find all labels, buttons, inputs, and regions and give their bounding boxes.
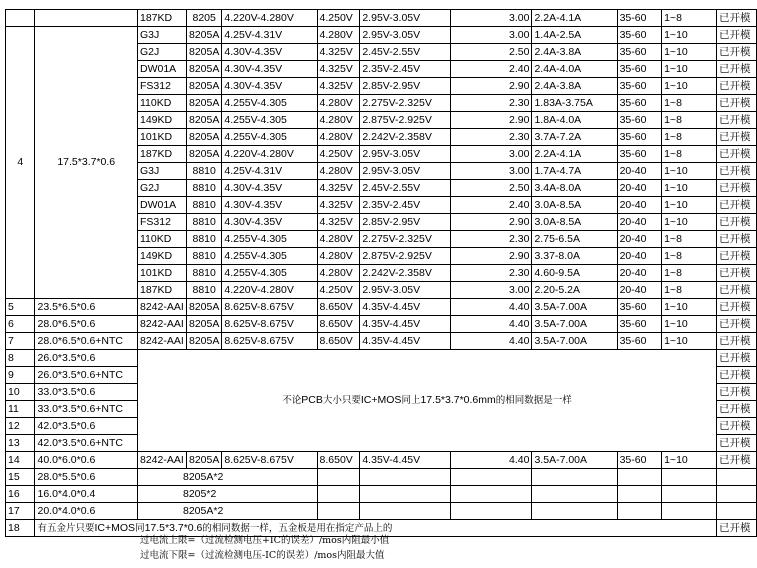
status-cell: 已开模 bbox=[717, 27, 757, 44]
row-index-cell: 13 bbox=[6, 435, 35, 452]
size-cell: 28.0*6.5*0.6+NTC bbox=[35, 333, 138, 350]
charge-voltage-cell: 4.250V bbox=[317, 146, 360, 163]
cells-cell: 1~10 bbox=[662, 214, 717, 231]
overcharge-voltage-cell: 4.30V-4.35V bbox=[222, 78, 317, 95]
discharge-voltage-cell: 2.90 bbox=[450, 248, 532, 265]
overdischarge-voltage-cell: 2.95V-3.05V bbox=[360, 163, 450, 180]
row-index-cell: 16 bbox=[6, 486, 35, 503]
mos-model-cell: 8205A bbox=[186, 44, 221, 61]
empty-cell bbox=[450, 486, 532, 503]
cells-cell: 1~10 bbox=[662, 180, 717, 197]
empty-cell bbox=[6, 10, 35, 27]
ic-model-cell: G3J bbox=[138, 27, 187, 44]
cells-cell: 1~10 bbox=[662, 299, 717, 316]
status-cell: 已开模 bbox=[717, 299, 757, 316]
row-index-cell: 6 bbox=[6, 316, 35, 333]
empty-cell bbox=[35, 10, 138, 27]
resistance-cell: 35-60 bbox=[617, 61, 662, 78]
resistance-cell: 35-60 bbox=[617, 10, 662, 27]
row-index-cell: 11 bbox=[6, 401, 35, 418]
cells-cell: 1~10 bbox=[662, 27, 717, 44]
table-row bbox=[6, 333, 757, 350]
status-cell: 已开模 bbox=[717, 350, 757, 367]
cells-cell: 1~10 bbox=[662, 316, 717, 333]
charge-voltage-cell: 4.325V bbox=[317, 180, 360, 197]
size-cell: 20.0*4.0*0.6 bbox=[35, 503, 138, 520]
size-cell: 42.0*3.5*0.6+NTC bbox=[35, 435, 138, 452]
discharge-voltage-cell: 3.00 bbox=[450, 163, 532, 180]
status-cell: 已开模 bbox=[717, 180, 757, 197]
ic-model-cell: 187KD bbox=[138, 10, 187, 27]
charge-voltage-cell: 4.325V bbox=[317, 44, 360, 61]
resistance-cell: 35-60 bbox=[617, 129, 662, 146]
overdischarge-voltage-cell: 2.85V-2.95V bbox=[360, 214, 450, 231]
overcurrent-range-cell: 2.20-5.2A bbox=[532, 282, 617, 299]
ic-model-cell: 101KD bbox=[138, 129, 187, 146]
overcharge-voltage-cell: 8.625V-8.675V bbox=[222, 333, 317, 350]
ic-model-cell: 8242-AAI bbox=[138, 299, 187, 316]
ic-model-cell: 8242-AAI bbox=[138, 452, 187, 469]
overcharge-voltage-cell: 4.30V-4.35V bbox=[222, 180, 317, 197]
cells-cell: 1~8 bbox=[662, 248, 717, 265]
table-row bbox=[6, 10, 757, 27]
ic-model-cell: 8242-AAI bbox=[138, 316, 187, 333]
overcurrent-range-cell: 1.8A-4.0A bbox=[532, 112, 617, 129]
row-index-cell: 9 bbox=[6, 367, 35, 384]
cells-cell: 1~8 bbox=[662, 265, 717, 282]
charge-voltage-cell: 4.280V bbox=[317, 265, 360, 282]
empty-cell bbox=[532, 503, 617, 520]
note-text: 同上 bbox=[401, 395, 421, 406]
cells-cell: 1~10 bbox=[662, 452, 717, 469]
discharge-voltage-cell: 4.40 bbox=[450, 316, 532, 333]
overcharge-voltage-cell: 4.255V-4.305 bbox=[222, 265, 317, 282]
discharge-voltage-cell: 2.30 bbox=[450, 265, 532, 282]
overdischarge-voltage-cell: 2.95V-3.05V bbox=[360, 27, 450, 44]
status-cell: 已开模 bbox=[717, 44, 757, 61]
overcurrent-range-cell: 2.4A-4.0A bbox=[532, 61, 617, 78]
status-cell: 已开模 bbox=[717, 95, 757, 112]
ic-model-cell: 110KD bbox=[138, 95, 187, 112]
discharge-voltage-cell: 2.90 bbox=[450, 78, 532, 95]
charge-voltage-cell: 8.650V bbox=[317, 452, 360, 469]
overcharge-voltage-cell: 4.25V-4.31V bbox=[222, 163, 317, 180]
resistance-cell: 20-40 bbox=[617, 163, 662, 180]
size-cell: 28.0*5.5*0.6 bbox=[35, 469, 138, 486]
table-row bbox=[6, 503, 757, 520]
ic-model-cell: 149KD bbox=[138, 248, 187, 265]
table-row bbox=[6, 469, 757, 486]
resistance-cell: 35-60 bbox=[617, 452, 662, 469]
row-index-cell: 5 bbox=[6, 299, 35, 316]
size-cell: 26.0*3.5*0.6 bbox=[35, 350, 138, 367]
discharge-voltage-cell: 2.90 bbox=[450, 214, 532, 231]
resistance-cell: 35-60 bbox=[617, 333, 662, 350]
size-cell: 42.0*3.5*0.6 bbox=[35, 418, 138, 435]
overcharge-voltage-cell: 4.255V-4.305 bbox=[222, 112, 317, 129]
cells-cell: 1~10 bbox=[662, 44, 717, 61]
charge-voltage-cell: 4.280V bbox=[317, 231, 360, 248]
ic-model-cell: 149KD bbox=[138, 112, 187, 129]
table-row bbox=[6, 316, 757, 333]
overcurrent-range-cell: 2.2A-4.1A bbox=[532, 10, 617, 27]
resistance-cell: 35-60 bbox=[617, 299, 662, 316]
charge-voltage-cell: 4.280V bbox=[317, 95, 360, 112]
overcharge-voltage-cell: 4.30V-4.35V bbox=[222, 61, 317, 78]
status-cell: 已开模 bbox=[717, 384, 757, 401]
overcurrent-range-cell: 2.4A-3.8A bbox=[532, 44, 617, 61]
discharge-voltage-cell: 4.40 bbox=[450, 452, 532, 469]
overdischarge-voltage-cell: 2.45V-2.55V bbox=[360, 44, 450, 61]
mos-model-cell: 8810 bbox=[186, 214, 221, 231]
mos-model-cell: 8810 bbox=[186, 265, 221, 282]
charge-voltage-cell: 4.250V bbox=[317, 10, 360, 27]
charge-voltage-cell: 4.280V bbox=[317, 129, 360, 146]
overdischarge-voltage-cell: 2.45V-2.55V bbox=[360, 180, 450, 197]
size-cell: 28.0*6.5*0.6 bbox=[35, 316, 138, 333]
resistance-cell: 35-60 bbox=[617, 112, 662, 129]
cells-cell: 1~8 bbox=[662, 95, 717, 112]
note-text: 不论 bbox=[282, 395, 302, 406]
note-text: 的相同数据是一样 bbox=[495, 395, 572, 406]
protection-board-spec-table bbox=[5, 9, 757, 537]
empty-cell bbox=[717, 503, 757, 520]
resistance-cell: 35-60 bbox=[617, 78, 662, 95]
discharge-voltage-cell: 2.50 bbox=[450, 44, 532, 61]
overcurrent-range-cell: 2.2A-4.1A bbox=[532, 146, 617, 163]
empty-cell bbox=[617, 469, 662, 486]
discharge-voltage-cell: 2.90 bbox=[450, 112, 532, 129]
status-cell: 已开模 bbox=[717, 10, 757, 27]
table-row bbox=[6, 486, 757, 503]
status-cell: 已开模 bbox=[717, 316, 757, 333]
overcurrent-range-cell: 2.75-6.5A bbox=[532, 231, 617, 248]
overdischarge-voltage-cell: 2.85V-2.95V bbox=[360, 78, 450, 95]
overdischarge-voltage-cell: 2.875V-2.925V bbox=[360, 248, 450, 265]
ic-model-cell: 110KD bbox=[138, 231, 187, 248]
cells-cell: 1~10 bbox=[662, 61, 717, 78]
overcurrent-range-cell: 2.4A-3.8A bbox=[532, 78, 617, 95]
mos-model-cell: 8205A bbox=[186, 129, 221, 146]
mos-model-cell: 8810 bbox=[186, 197, 221, 214]
overcurrent-range-cell: 3.0A-8.5A bbox=[532, 214, 617, 231]
status-cell: 已开模 bbox=[717, 61, 757, 78]
row-index-cell: 4 bbox=[6, 27, 35, 299]
size-cell: 16.0*4.0*0.4 bbox=[35, 486, 138, 503]
status-cell: 已开模 bbox=[717, 401, 757, 418]
mos-config-cell: 8205A*2 bbox=[138, 469, 318, 486]
note-text: 有五金片只要 bbox=[37, 522, 95, 534]
empty-cell bbox=[532, 486, 617, 503]
overcurrent-range-cell: 4.60-9.5A bbox=[532, 265, 617, 282]
overcurrent-range-cell: 3.37-8.0A bbox=[532, 248, 617, 265]
status-cell: 已开模 bbox=[717, 248, 757, 265]
charge-voltage-cell: 4.325V bbox=[317, 197, 360, 214]
cells-cell: 1~8 bbox=[662, 231, 717, 248]
empty-cell bbox=[317, 503, 360, 520]
note-text: IC+MOS bbox=[360, 394, 402, 406]
status-cell: 已开模 bbox=[717, 163, 757, 180]
cells-cell: 1~8 bbox=[662, 112, 717, 129]
table-row bbox=[6, 452, 757, 469]
overcurrent-range-cell: 3.4A-8.0A bbox=[532, 180, 617, 197]
overcurrent-range-cell: 3.7A-7.2A bbox=[532, 129, 617, 146]
ic-model-cell: FS312 bbox=[138, 78, 187, 95]
status-cell: 已开模 bbox=[717, 282, 757, 299]
overcurrent-range-cell: 1.83A-3.75A bbox=[532, 95, 617, 112]
overcurrent-range-cell: 1.7A-4.7A bbox=[532, 163, 617, 180]
overcharge-voltage-cell: 4.220V-4.280V bbox=[222, 146, 317, 163]
row-index-cell: 8 bbox=[6, 350, 35, 367]
mos-model-cell: 8205A bbox=[186, 333, 221, 350]
resistance-cell: 20-40 bbox=[617, 180, 662, 197]
resistance-cell: 20-40 bbox=[617, 231, 662, 248]
status-cell: 已开模 bbox=[717, 367, 757, 384]
overcharge-voltage-cell: 4.255V-4.305 bbox=[222, 129, 317, 146]
mos-model-cell: 8810 bbox=[186, 248, 221, 265]
empty-cell bbox=[617, 486, 662, 503]
status-cell: 已开模 bbox=[717, 112, 757, 129]
overcurrent-lower-limit-note: 过电流下限=（过流检测电压-IC的误差）/mos内阻最大值 bbox=[140, 550, 385, 561]
row-index-cell: 18 bbox=[6, 520, 35, 537]
resistance-cell: 35-60 bbox=[617, 316, 662, 333]
discharge-voltage-cell: 2.40 bbox=[450, 197, 532, 214]
overcurrent-range-cell: 3.5A-7.00A bbox=[532, 333, 617, 350]
overdischarge-voltage-cell: 2.35V-2.45V bbox=[360, 197, 450, 214]
ic-model-cell: G3J bbox=[138, 163, 187, 180]
status-cell: 已开模 bbox=[717, 197, 757, 214]
resistance-cell: 20-40 bbox=[617, 282, 662, 299]
status-cell: 已开模 bbox=[717, 146, 757, 163]
charge-voltage-cell: 8.650V bbox=[317, 333, 360, 350]
mos-model-cell: 8205A bbox=[186, 299, 221, 316]
discharge-voltage-cell: 4.40 bbox=[450, 333, 532, 350]
overcharge-voltage-cell: 8.625V-8.675V bbox=[222, 452, 317, 469]
table-row bbox=[6, 299, 757, 316]
discharge-voltage-cell: 2.30 bbox=[450, 129, 532, 146]
mos-model-cell: 8205A bbox=[186, 95, 221, 112]
discharge-voltage-cell: 3.00 bbox=[450, 282, 532, 299]
overdischarge-voltage-cell: 4.35V-4.45V bbox=[360, 299, 450, 316]
overdischarge-voltage-cell: 2.95V-3.05V bbox=[360, 10, 450, 27]
resistance-cell: 35-60 bbox=[617, 44, 662, 61]
overdischarge-voltage-cell: 2.875V-2.925V bbox=[360, 112, 450, 129]
mos-model-cell: 8205A bbox=[186, 78, 221, 95]
ic-model-cell: FS312 bbox=[138, 214, 187, 231]
mos-model-cell: 8810 bbox=[186, 180, 221, 197]
size-cell: 26.0*3.5*0.6+NTC bbox=[35, 367, 138, 384]
charge-voltage-cell: 4.280V bbox=[317, 112, 360, 129]
resistance-cell: 35-60 bbox=[617, 27, 662, 44]
table-row bbox=[6, 27, 757, 44]
size-cell: 23.5*6.5*0.6 bbox=[35, 299, 138, 316]
cells-cell: 1~10 bbox=[662, 333, 717, 350]
empty-cell bbox=[717, 486, 757, 503]
table-row bbox=[6, 350, 757, 367]
empty-cell bbox=[532, 469, 617, 486]
empty-cell bbox=[450, 469, 532, 486]
mos-model-cell: 8205A bbox=[186, 452, 221, 469]
row-index-cell: 12 bbox=[6, 418, 35, 435]
discharge-voltage-cell: 3.00 bbox=[450, 10, 532, 27]
overcharge-voltage-cell: 4.255V-4.305 bbox=[222, 248, 317, 265]
mos-model-cell: 8205A bbox=[186, 27, 221, 44]
overcharge-voltage-cell: 4.220V-4.280V bbox=[222, 10, 317, 27]
mos-model-cell: 8810 bbox=[186, 282, 221, 299]
charge-voltage-cell: 4.325V bbox=[317, 78, 360, 95]
overdischarge-voltage-cell: 2.242V-2.358V bbox=[360, 265, 450, 282]
overdischarge-voltage-cell: 2.35V-2.45V bbox=[360, 61, 450, 78]
merged-note-cell bbox=[138, 350, 717, 452]
status-cell: 已开模 bbox=[717, 265, 757, 282]
discharge-voltage-cell: 2.50 bbox=[450, 180, 532, 197]
overcharge-voltage-cell: 4.30V-4.35V bbox=[222, 197, 317, 214]
charge-voltage-cell: 4.280V bbox=[317, 248, 360, 265]
overcurrent-range-cell: 1.4A-2.5A bbox=[532, 27, 617, 44]
resistance-cell: 20-40 bbox=[617, 197, 662, 214]
cells-cell: 1~8 bbox=[662, 146, 717, 163]
overdischarge-voltage-cell: 2.242V-2.358V bbox=[360, 129, 450, 146]
mos-config-cell: 8205A*2 bbox=[138, 503, 318, 520]
note-text: 17.5*3.7*0.6mm bbox=[420, 394, 496, 406]
empty-cell bbox=[360, 469, 450, 486]
charge-voltage-cell: 8.650V bbox=[317, 316, 360, 333]
overdischarge-voltage-cell: 2.275V-2.325V bbox=[360, 231, 450, 248]
overdischarge-voltage-cell: 2.95V-3.05V bbox=[360, 282, 450, 299]
ic-model-cell: G2J bbox=[138, 44, 187, 61]
status-cell: 已开模 bbox=[717, 214, 757, 231]
row-index-cell: 7 bbox=[6, 333, 35, 350]
mos-model-cell: 8205A bbox=[186, 112, 221, 129]
overcharge-voltage-cell: 4.25V-4.31V bbox=[222, 27, 317, 44]
ic-model-cell: 187KD bbox=[138, 282, 187, 299]
discharge-voltage-cell: 2.30 bbox=[450, 231, 532, 248]
empty-cell bbox=[617, 503, 662, 520]
overcurrent-upper-limit-note: 过电流上限=（过流检测电压+IC的误差）/mos内阻最小值 bbox=[140, 535, 390, 546]
status-cell: 已开模 bbox=[717, 418, 757, 435]
charge-voltage-cell: 4.325V bbox=[317, 61, 360, 78]
status-cell: 已开模 bbox=[717, 435, 757, 452]
cells-cell: 1~8 bbox=[662, 129, 717, 146]
status-cell: 已开模 bbox=[717, 520, 757, 537]
ic-model-cell: G2J bbox=[138, 180, 187, 197]
cells-cell: 1~10 bbox=[662, 163, 717, 180]
note-text: 的相同数据一样，五金板是用在指定产品上的 bbox=[202, 522, 393, 534]
overdischarge-voltage-cell: 2.95V-3.05V bbox=[360, 146, 450, 163]
mos-model-cell: 8205 bbox=[186, 10, 221, 27]
overcurrent-range-cell: 3.5A-7.00A bbox=[532, 316, 617, 333]
status-cell: 已开模 bbox=[717, 231, 757, 248]
empty-cell bbox=[317, 486, 360, 503]
ic-model-cell: DW01A bbox=[138, 197, 187, 214]
charge-voltage-cell: 4.325V bbox=[317, 214, 360, 231]
empty-cell bbox=[662, 469, 717, 486]
discharge-voltage-cell: 3.00 bbox=[450, 146, 532, 163]
cells-cell: 1~10 bbox=[662, 78, 717, 95]
note-text: 大小只要 bbox=[322, 395, 361, 406]
status-cell: 已开模 bbox=[717, 129, 757, 146]
overcurrent-range-cell: 3.0A-8.5A bbox=[532, 197, 617, 214]
row-index-cell: 14 bbox=[6, 452, 35, 469]
note-text: PCB bbox=[301, 394, 323, 406]
row-index-cell: 10 bbox=[6, 384, 35, 401]
overcharge-voltage-cell: 4.255V-4.305 bbox=[222, 231, 317, 248]
overcharge-voltage-cell: 4.220V-4.280V bbox=[222, 282, 317, 299]
table-body bbox=[6, 10, 757, 537]
size-cell: 33.0*3.5*0.6+NTC bbox=[35, 401, 138, 418]
cells-cell: 1~10 bbox=[662, 197, 717, 214]
discharge-voltage-cell: 3.00 bbox=[450, 27, 532, 44]
size-cell: 17.5*3.7*0.6 bbox=[35, 27, 138, 299]
mos-model-cell: 8810 bbox=[186, 163, 221, 180]
note-text: IC+MOS bbox=[94, 521, 136, 534]
resistance-cell: 20-40 bbox=[617, 265, 662, 282]
mos-model-cell: 8810 bbox=[186, 231, 221, 248]
resistance-cell: 20-40 bbox=[617, 214, 662, 231]
overcharge-voltage-cell: 4.30V-4.35V bbox=[222, 44, 317, 61]
overdischarge-voltage-cell: 4.35V-4.45V bbox=[360, 316, 450, 333]
size-cell: 40.0*6.0*0.6 bbox=[35, 452, 138, 469]
mos-model-cell: 8205A bbox=[186, 146, 221, 163]
cells-cell: 1~8 bbox=[662, 10, 717, 27]
discharge-voltage-cell: 2.40 bbox=[450, 61, 532, 78]
status-cell: 已开模 bbox=[717, 78, 757, 95]
charge-voltage-cell: 8.650V bbox=[317, 299, 360, 316]
empty-cell bbox=[450, 503, 532, 520]
empty-cell bbox=[717, 469, 757, 486]
row-index-cell: 17 bbox=[6, 503, 35, 520]
ic-model-cell: 8242-AAI bbox=[138, 333, 187, 350]
status-cell: 已开模 bbox=[717, 452, 757, 469]
resistance-cell: 35-60 bbox=[617, 95, 662, 112]
charge-voltage-cell: 4.280V bbox=[317, 27, 360, 44]
charge-voltage-cell: 4.280V bbox=[317, 163, 360, 180]
row-index-cell: 15 bbox=[6, 469, 35, 486]
charge-voltage-cell: 4.250V bbox=[317, 282, 360, 299]
overcharge-voltage-cell: 8.625V-8.675V bbox=[222, 299, 317, 316]
mos-config-cell: 8205*2 bbox=[138, 486, 318, 503]
overcurrent-range-cell: 3.5A-7.00A bbox=[532, 299, 617, 316]
discharge-voltage-cell: 4.40 bbox=[450, 299, 532, 316]
overdischarge-voltage-cell: 2.275V-2.325V bbox=[360, 95, 450, 112]
discharge-voltage-cell: 2.30 bbox=[450, 95, 532, 112]
note-text: 同 bbox=[135, 522, 145, 534]
overdischarge-voltage-cell: 4.35V-4.45V bbox=[360, 333, 450, 350]
empty-cell bbox=[360, 486, 450, 503]
overcharge-voltage-cell: 4.30V-4.35V bbox=[222, 214, 317, 231]
overdischarge-voltage-cell: 4.35V-4.45V bbox=[360, 452, 450, 469]
ic-model-cell: 101KD bbox=[138, 265, 187, 282]
ic-model-cell: DW01A bbox=[138, 61, 187, 78]
resistance-cell: 35-60 bbox=[617, 146, 662, 163]
resistance-cell: 20-40 bbox=[617, 248, 662, 265]
ic-model-cell: 187KD bbox=[138, 146, 187, 163]
status-cell: 已开模 bbox=[717, 333, 757, 350]
overcharge-voltage-cell: 4.255V-4.305 bbox=[222, 95, 317, 112]
empty-cell bbox=[360, 503, 450, 520]
overcharge-voltage-cell: 8.625V-8.675V bbox=[222, 316, 317, 333]
mos-model-cell: 8205A bbox=[186, 316, 221, 333]
size-cell: 33.0*3.5*0.6 bbox=[35, 384, 138, 401]
mos-model-cell: 8205A bbox=[186, 61, 221, 78]
note-text: 17.5*3.7*0.6 bbox=[144, 521, 203, 534]
empty-cell bbox=[317, 469, 360, 486]
cells-cell: 1~8 bbox=[662, 282, 717, 299]
empty-cell bbox=[662, 503, 717, 520]
overcurrent-range-cell: 3.5A-7.00A bbox=[532, 452, 617, 469]
empty-cell bbox=[662, 486, 717, 503]
